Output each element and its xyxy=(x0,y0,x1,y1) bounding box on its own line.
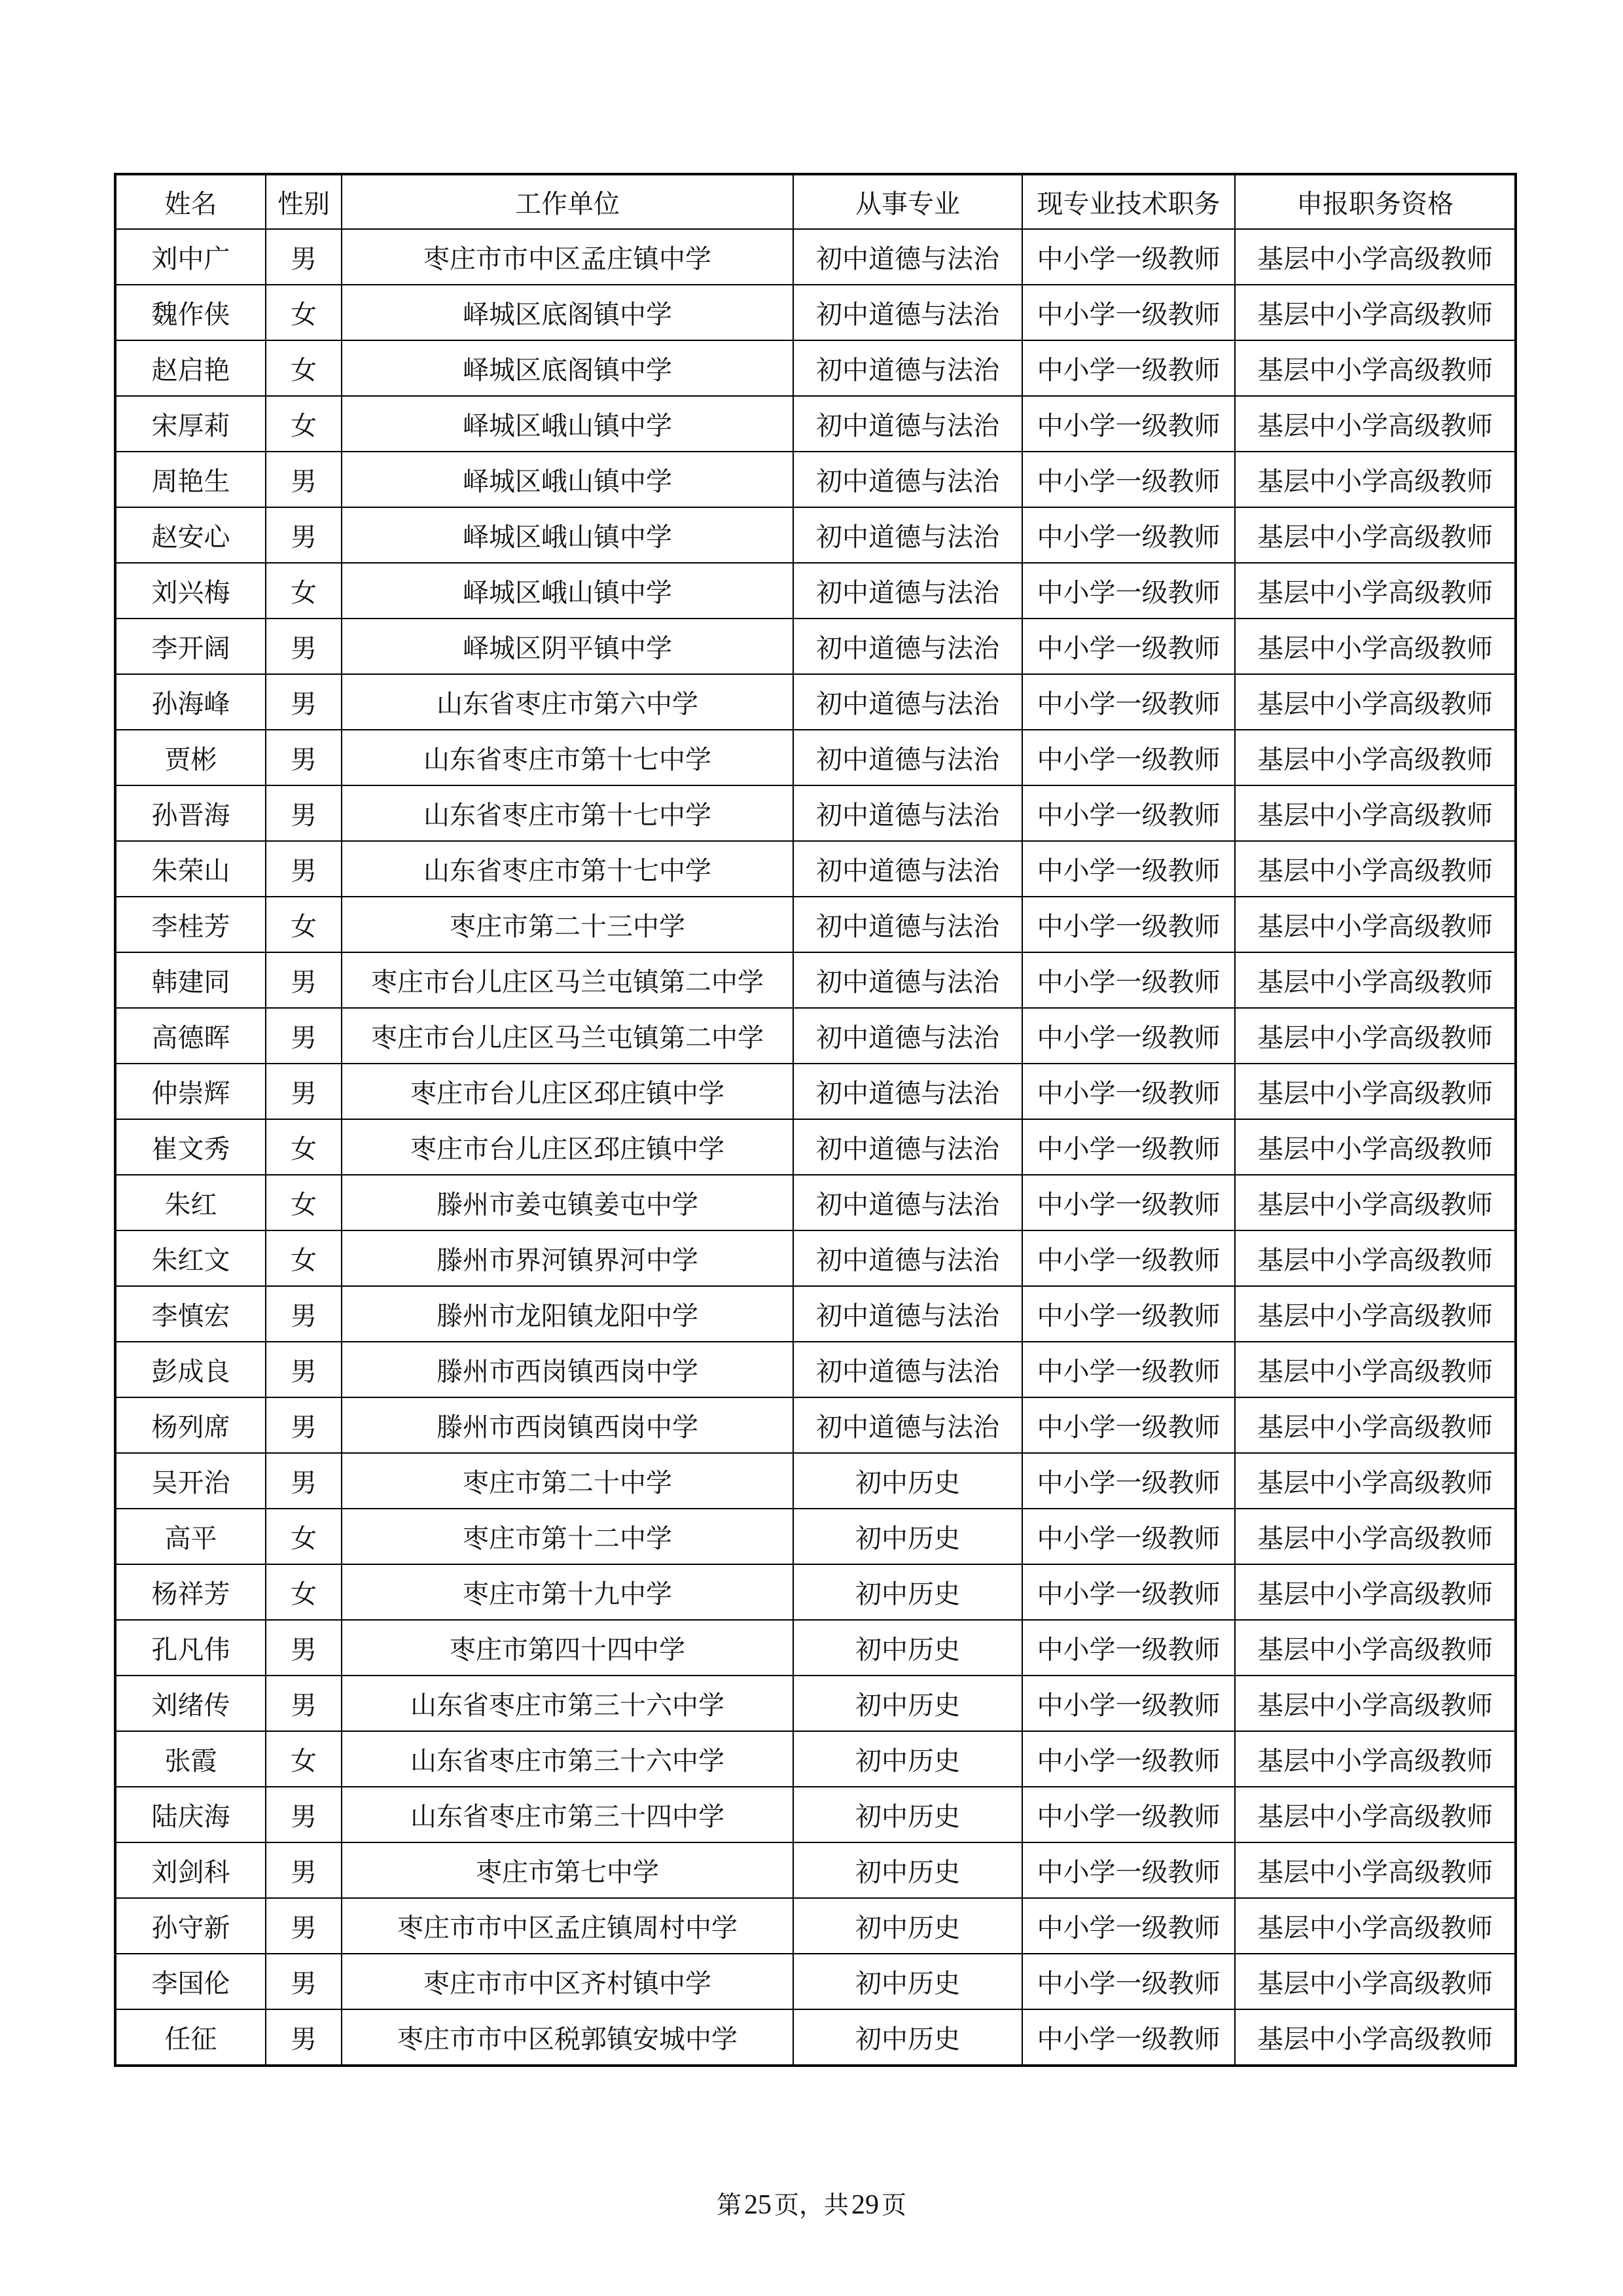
cell-workplace: 枣庄市第七中学 xyxy=(342,1842,793,1898)
cell-applied-qualification: 基层中小学高级教师 xyxy=(1235,674,1516,730)
cell-applied-qualification: 基层中小学高级教师 xyxy=(1235,1842,1516,1898)
table-row xyxy=(115,730,1516,785)
table-row xyxy=(115,2009,1516,2066)
cell-specialty: 初中历史 xyxy=(793,1842,1022,1898)
cell-gender: 男 xyxy=(266,952,342,1008)
cell-name: 赵启艳 xyxy=(115,340,266,396)
cell-applied-qualification: 基层中小学高级教师 xyxy=(1235,1509,1516,1564)
cell-name: 杨祥芳 xyxy=(115,1564,266,1620)
cell-specialty: 初中道德与法治 xyxy=(793,1119,1022,1175)
header-current-title: 现专业技术职务 xyxy=(1022,174,1235,229)
cell-name: 李国伦 xyxy=(115,1954,266,2009)
cell-applied-qualification: 基层中小学高级教师 xyxy=(1235,563,1516,619)
cell-gender: 男 xyxy=(266,785,342,841)
cell-workplace: 山东省枣庄市第十七中学 xyxy=(342,730,793,785)
cell-applied-qualification: 基层中小学高级教师 xyxy=(1235,1954,1516,2009)
cell-specialty: 初中道德与法治 xyxy=(793,396,1022,452)
cell-applied-qualification: 基层中小学高级教师 xyxy=(1235,1453,1516,1509)
cell-applied-qualification: 基层中小学高级教师 xyxy=(1235,1731,1516,1787)
cell-gender: 男 xyxy=(266,1787,342,1842)
cell-name: 刘中广 xyxy=(115,229,266,285)
cell-current-title: 中小学一级教师 xyxy=(1022,1564,1235,1620)
cell-name: 周艳生 xyxy=(115,452,266,507)
cell-applied-qualification: 基层中小学高级教师 xyxy=(1235,1564,1516,1620)
cell-name: 赵安心 xyxy=(115,507,266,563)
cell-specialty: 初中道德与法治 xyxy=(793,785,1022,841)
cell-gender: 女 xyxy=(266,1119,342,1175)
table-row xyxy=(115,229,1516,285)
table-row xyxy=(115,1397,1516,1453)
cell-gender: 男 xyxy=(266,1898,342,1954)
cell-name: 高平 xyxy=(115,1509,266,1564)
cell-current-title: 中小学一级教师 xyxy=(1022,285,1235,340)
cell-name: 刘兴梅 xyxy=(115,563,266,619)
table-row xyxy=(115,1509,1516,1564)
cell-gender: 男 xyxy=(266,730,342,785)
cell-gender: 男 xyxy=(266,1453,342,1509)
cell-gender: 男 xyxy=(266,1620,342,1676)
cell-specialty: 初中道德与法治 xyxy=(793,897,1022,952)
cell-specialty: 初中历史 xyxy=(793,1731,1022,1787)
cell-applied-qualification: 基层中小学高级教师 xyxy=(1235,396,1516,452)
cell-applied-qualification: 基层中小学高级教师 xyxy=(1235,1286,1516,1342)
cell-workplace: 峄城区峨山镇中学 xyxy=(342,452,793,507)
cell-current-title: 中小学一级教师 xyxy=(1022,1954,1235,2009)
cell-gender: 男 xyxy=(266,452,342,507)
cell-specialty: 初中历史 xyxy=(793,1564,1022,1620)
cell-applied-qualification: 基层中小学高级教师 xyxy=(1235,1620,1516,1676)
cell-specialty: 初中道德与法治 xyxy=(793,1008,1022,1064)
cell-gender: 男 xyxy=(266,1008,342,1064)
table-row xyxy=(115,1064,1516,1119)
table-row xyxy=(115,1230,1516,1286)
cell-workplace: 峄城区底阁镇中学 xyxy=(342,340,793,396)
cell-current-title: 中小学一级教师 xyxy=(1022,1064,1235,1119)
cell-workplace: 滕州市界河镇界河中学 xyxy=(342,1230,793,1286)
cell-specialty: 初中道德与法治 xyxy=(793,1175,1022,1230)
cell-workplace: 山东省枣庄市第十七中学 xyxy=(342,841,793,897)
cell-workplace: 枣庄市市中区孟庄镇周村中学 xyxy=(342,1898,793,1954)
cell-gender: 女 xyxy=(266,1731,342,1787)
cell-name: 朱红 xyxy=(115,1175,266,1230)
table-row xyxy=(115,785,1516,841)
cell-specialty: 初中道德与法治 xyxy=(793,952,1022,1008)
cell-current-title: 中小学一级教师 xyxy=(1022,619,1235,674)
cell-applied-qualification: 基层中小学高级教师 xyxy=(1235,507,1516,563)
cell-specialty: 初中历史 xyxy=(793,1898,1022,1954)
footer-page-number: 25 xyxy=(743,2190,772,2220)
cell-applied-qualification: 基层中小学高级教师 xyxy=(1235,1898,1516,1954)
cell-name: 李慎宏 xyxy=(115,1286,266,1342)
cell-workplace: 峄城区底阁镇中学 xyxy=(342,285,793,340)
cell-name: 孔凡伟 xyxy=(115,1620,266,1676)
cell-specialty: 初中道德与法治 xyxy=(793,1397,1022,1453)
cell-current-title: 中小学一级教师 xyxy=(1022,730,1235,785)
cell-specialty: 初中道德与法治 xyxy=(793,841,1022,897)
cell-current-title: 中小学一级教师 xyxy=(1022,785,1235,841)
cell-name: 魏作侠 xyxy=(115,285,266,340)
cell-gender: 男 xyxy=(266,1954,342,2009)
cell-applied-qualification: 基层中小学高级教师 xyxy=(1235,1397,1516,1453)
cell-workplace: 滕州市西岗镇西岗中学 xyxy=(342,1342,793,1397)
cell-current-title: 中小学一级教师 xyxy=(1022,1453,1235,1509)
table-row xyxy=(115,1342,1516,1397)
table-row xyxy=(115,1620,1516,1676)
cell-applied-qualification: 基层中小学高级教师 xyxy=(1235,1064,1516,1119)
cell-applied-qualification: 基层中小学高级教师 xyxy=(1235,841,1516,897)
cell-workplace: 枣庄市市中区税郭镇安城中学 xyxy=(342,2009,793,2066)
table-row xyxy=(115,1731,1516,1787)
cell-current-title: 中小学一级教师 xyxy=(1022,1397,1235,1453)
cell-specialty: 初中道德与法治 xyxy=(793,563,1022,619)
header-row xyxy=(115,174,1516,229)
footer-middle: 页，共 xyxy=(774,2191,849,2219)
cell-name: 孙守新 xyxy=(115,1898,266,1954)
cell-workplace: 滕州市西岗镇西岗中学 xyxy=(342,1397,793,1453)
roster-body xyxy=(115,229,1516,2066)
cell-workplace: 枣庄市台儿庄区邳庄镇中学 xyxy=(342,1119,793,1175)
cell-gender: 男 xyxy=(266,1286,342,1342)
cell-workplace: 枣庄市市中区孟庄镇中学 xyxy=(342,229,793,285)
cell-specialty: 初中道德与法治 xyxy=(793,619,1022,674)
header-name: 姓名 xyxy=(115,174,266,229)
cell-current-title: 中小学一级教师 xyxy=(1022,1898,1235,1954)
cell-current-title: 中小学一级教师 xyxy=(1022,229,1235,285)
footer-suffix: 页 xyxy=(882,2191,907,2219)
cell-workplace: 滕州市龙阳镇龙阳中学 xyxy=(342,1286,793,1342)
cell-applied-qualification: 基层中小学高级教师 xyxy=(1235,1230,1516,1286)
cell-gender: 男 xyxy=(266,1397,342,1453)
cell-name: 宋厚莉 xyxy=(115,396,266,452)
cell-gender: 男 xyxy=(266,229,342,285)
cell-gender: 女 xyxy=(266,340,342,396)
cell-workplace: 滕州市姜屯镇姜屯中学 xyxy=(342,1175,793,1230)
cell-gender: 女 xyxy=(266,1175,342,1230)
table-row xyxy=(115,452,1516,507)
cell-gender: 男 xyxy=(266,1342,342,1397)
cell-name: 李开阔 xyxy=(115,619,266,674)
cell-current-title: 中小学一级教师 xyxy=(1022,841,1235,897)
table-row xyxy=(115,1954,1516,2009)
cell-name: 张霞 xyxy=(115,1731,266,1787)
table-row xyxy=(115,396,1516,452)
cell-workplace: 枣庄市第二十中学 xyxy=(342,1453,793,1509)
cell-applied-qualification: 基层中小学高级教师 xyxy=(1235,452,1516,507)
cell-applied-qualification: 基层中小学高级教师 xyxy=(1235,897,1516,952)
cell-current-title: 中小学一级教师 xyxy=(1022,1008,1235,1064)
cell-applied-qualification: 基层中小学高级教师 xyxy=(1235,1008,1516,1064)
cell-gender: 男 xyxy=(266,674,342,730)
cell-name: 朱荣山 xyxy=(115,841,266,897)
cell-current-title: 中小学一级教师 xyxy=(1022,1731,1235,1787)
cell-workplace: 枣庄市台儿庄区马兰屯镇第二中学 xyxy=(342,952,793,1008)
cell-gender: 男 xyxy=(266,1064,342,1119)
cell-workplace: 枣庄市第四十四中学 xyxy=(342,1620,793,1676)
cell-current-title: 中小学一级教师 xyxy=(1022,897,1235,952)
cell-applied-qualification: 基层中小学高级教师 xyxy=(1235,785,1516,841)
cell-name: 崔文秀 xyxy=(115,1119,266,1175)
table-row xyxy=(115,1286,1516,1342)
cell-gender: 女 xyxy=(266,1230,342,1286)
cell-gender: 女 xyxy=(266,1509,342,1564)
cell-workplace: 峄城区峨山镇中学 xyxy=(342,396,793,452)
header-applied-qualification: 申报职务资格 xyxy=(1235,174,1516,229)
cell-gender: 女 xyxy=(266,563,342,619)
cell-specialty: 初中历史 xyxy=(793,1509,1022,1564)
cell-name: 吴开治 xyxy=(115,1453,266,1509)
table-row xyxy=(115,1175,1516,1230)
header-specialty: 从事专业 xyxy=(793,174,1022,229)
cell-gender: 男 xyxy=(266,841,342,897)
table-row xyxy=(115,1119,1516,1175)
cell-name: 刘剑科 xyxy=(115,1842,266,1898)
cell-current-title: 中小学一级教师 xyxy=(1022,1230,1235,1286)
cell-current-title: 中小学一级教师 xyxy=(1022,1119,1235,1175)
table-row xyxy=(115,1453,1516,1509)
header-workplace: 工作单位 xyxy=(342,174,793,229)
cell-workplace: 山东省枣庄市第三十六中学 xyxy=(342,1676,793,1731)
roster-table xyxy=(114,173,1517,2067)
header-gender: 性别 xyxy=(266,174,342,229)
cell-workplace: 枣庄市第十二中学 xyxy=(342,1509,793,1564)
cell-applied-qualification: 基层中小学高级教师 xyxy=(1235,730,1516,785)
table-row xyxy=(115,285,1516,340)
table-row xyxy=(115,1898,1516,1954)
cell-current-title: 中小学一级教师 xyxy=(1022,1787,1235,1842)
cell-applied-qualification: 基层中小学高级教师 xyxy=(1235,1175,1516,1230)
cell-name: 朱红文 xyxy=(115,1230,266,1286)
cell-workplace: 山东省枣庄市第十七中学 xyxy=(342,785,793,841)
table-row xyxy=(115,1787,1516,1842)
cell-workplace: 山东省枣庄市第六中学 xyxy=(342,674,793,730)
table-row xyxy=(115,563,1516,619)
cell-specialty: 初中道德与法治 xyxy=(793,229,1022,285)
cell-specialty: 初中历史 xyxy=(793,2009,1022,2066)
cell-current-title: 中小学一级教师 xyxy=(1022,2009,1235,2066)
cell-workplace: 枣庄市台儿庄区邳庄镇中学 xyxy=(342,1064,793,1119)
table-row xyxy=(115,1842,1516,1898)
cell-specialty: 初中历史 xyxy=(793,1620,1022,1676)
cell-gender: 男 xyxy=(266,507,342,563)
table-row xyxy=(115,1676,1516,1731)
cell-gender: 男 xyxy=(266,2009,342,2066)
cell-current-title: 中小学一级教师 xyxy=(1022,1175,1235,1230)
cell-specialty: 初中道德与法治 xyxy=(793,507,1022,563)
table-row xyxy=(115,1564,1516,1620)
cell-gender: 女 xyxy=(266,396,342,452)
cell-current-title: 中小学一级教师 xyxy=(1022,1286,1235,1342)
cell-current-title: 中小学一级教师 xyxy=(1022,507,1235,563)
cell-current-title: 中小学一级教师 xyxy=(1022,1509,1235,1564)
table-row xyxy=(115,1008,1516,1064)
cell-workplace: 峄城区峨山镇中学 xyxy=(342,563,793,619)
cell-specialty: 初中道德与法治 xyxy=(793,730,1022,785)
cell-specialty: 初中道德与法治 xyxy=(793,285,1022,340)
cell-specialty: 初中道德与法治 xyxy=(793,452,1022,507)
cell-workplace: 山东省枣庄市第三十六中学 xyxy=(342,1731,793,1787)
cell-gender: 女 xyxy=(266,897,342,952)
cell-name: 贾彬 xyxy=(115,730,266,785)
cell-specialty: 初中道德与法治 xyxy=(793,1286,1022,1342)
cell-gender: 男 xyxy=(266,1676,342,1731)
cell-workplace: 峄城区阴平镇中学 xyxy=(342,619,793,674)
cell-name: 彭成良 xyxy=(115,1342,266,1397)
cell-workplace: 枣庄市第十九中学 xyxy=(342,1564,793,1620)
cell-applied-qualification: 基层中小学高级教师 xyxy=(1235,1119,1516,1175)
cell-current-title: 中小学一级教师 xyxy=(1022,396,1235,452)
cell-current-title: 中小学一级教师 xyxy=(1022,674,1235,730)
cell-applied-qualification: 基层中小学高级教师 xyxy=(1235,952,1516,1008)
cell-name: 仲崇辉 xyxy=(115,1064,266,1119)
cell-specialty: 初中道德与法治 xyxy=(793,340,1022,396)
cell-name: 任征 xyxy=(115,2009,266,2066)
cell-specialty: 初中道德与法治 xyxy=(793,1342,1022,1397)
cell-current-title: 中小学一级教师 xyxy=(1022,1342,1235,1397)
cell-current-title: 中小学一级教师 xyxy=(1022,1842,1235,1898)
cell-name: 孙晋海 xyxy=(115,785,266,841)
table-row xyxy=(115,841,1516,897)
cell-current-title: 中小学一级教师 xyxy=(1022,452,1235,507)
cell-applied-qualification: 基层中小学高级教师 xyxy=(1235,1787,1516,1842)
table-row xyxy=(115,340,1516,396)
cell-applied-qualification: 基层中小学高级教师 xyxy=(1235,1342,1516,1397)
footer-prefix: 第 xyxy=(716,2191,741,2219)
table-row xyxy=(115,897,1516,952)
cell-name: 杨列席 xyxy=(115,1397,266,1453)
cell-specialty: 初中历史 xyxy=(793,1453,1022,1509)
cell-applied-qualification: 基层中小学高级教师 xyxy=(1235,229,1516,285)
cell-specialty: 初中道德与法治 xyxy=(793,674,1022,730)
cell-current-title: 中小学一级教师 xyxy=(1022,952,1235,1008)
cell-name: 刘绪传 xyxy=(115,1676,266,1731)
cell-name: 李桂芳 xyxy=(115,897,266,952)
cell-gender: 男 xyxy=(266,619,342,674)
cell-name: 高德晖 xyxy=(115,1008,266,1064)
cell-applied-qualification: 基层中小学高级教师 xyxy=(1235,619,1516,674)
cell-workplace: 枣庄市市中区齐村镇中学 xyxy=(342,1954,793,2009)
cell-applied-qualification: 基层中小学高级教师 xyxy=(1235,285,1516,340)
cell-specialty: 初中历史 xyxy=(793,1954,1022,2009)
cell-current-title: 中小学一级教师 xyxy=(1022,340,1235,396)
table-row xyxy=(115,507,1516,563)
cell-applied-qualification: 基层中小学高级教师 xyxy=(1235,1676,1516,1731)
cell-name: 韩建同 xyxy=(115,952,266,1008)
footer-total-pages: 29 xyxy=(851,2190,879,2220)
table-row xyxy=(115,619,1516,674)
cell-specialty: 初中历史 xyxy=(793,1787,1022,1842)
cell-gender: 男 xyxy=(266,1842,342,1898)
page-footer xyxy=(0,2185,1623,2221)
cell-current-title: 中小学一级教师 xyxy=(1022,1620,1235,1676)
cell-workplace: 峄城区峨山镇中学 xyxy=(342,507,793,563)
cell-name: 陆庆海 xyxy=(115,1787,266,1842)
cell-workplace: 枣庄市第二十三中学 xyxy=(342,897,793,952)
cell-applied-qualification: 基层中小学高级教师 xyxy=(1235,340,1516,396)
cell-specialty: 初中道德与法治 xyxy=(793,1230,1022,1286)
cell-specialty: 初中道德与法治 xyxy=(793,1064,1022,1119)
cell-specialty: 初中历史 xyxy=(793,1676,1022,1731)
cell-gender: 女 xyxy=(266,285,342,340)
table-row xyxy=(115,952,1516,1008)
cell-gender: 女 xyxy=(266,1564,342,1620)
table-row xyxy=(115,674,1516,730)
cell-workplace: 枣庄市台儿庄区马兰屯镇第二中学 xyxy=(342,1008,793,1064)
cell-name: 孙海峰 xyxy=(115,674,266,730)
cell-applied-qualification: 基层中小学高级教师 xyxy=(1235,2009,1516,2066)
cell-workplace: 山东省枣庄市第三十四中学 xyxy=(342,1787,793,1842)
cell-current-title: 中小学一级教师 xyxy=(1022,1676,1235,1731)
cell-current-title: 中小学一级教师 xyxy=(1022,563,1235,619)
